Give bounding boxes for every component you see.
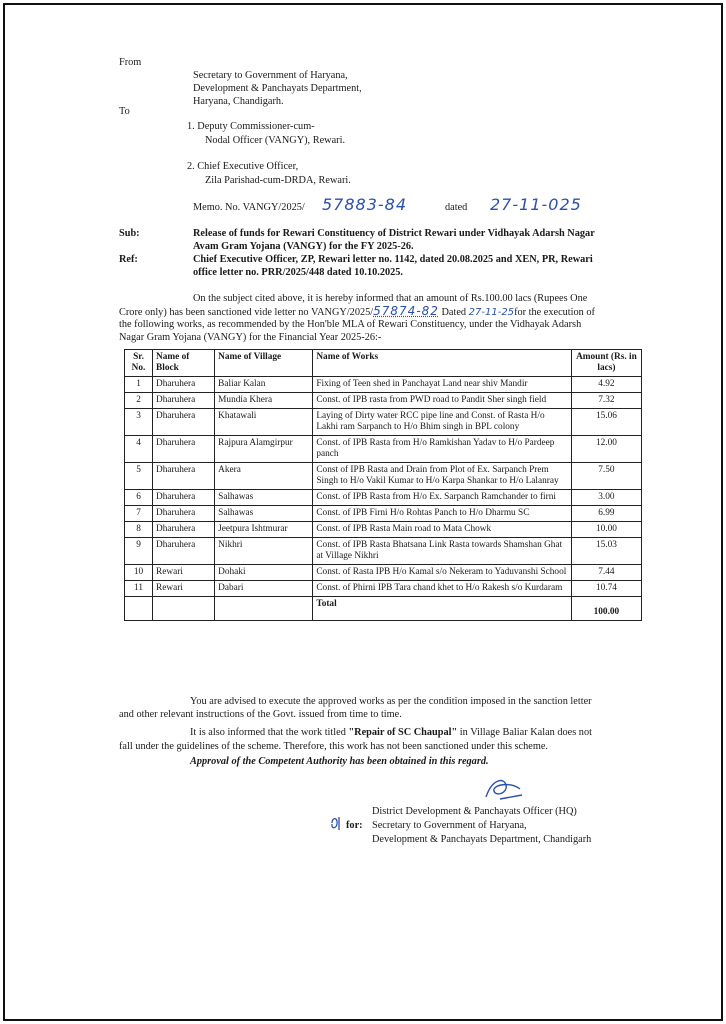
- works-table-body: [125, 377, 642, 597]
- table-row: [125, 522, 642, 538]
- cell-work: Const. of IPB Rasta Bhatsana Link Rasta towards Shamshan Ghat at Village Nikhri: [313, 538, 572, 565]
- cell-sr: 3: [125, 409, 153, 436]
- cell-amount: 12.00: [571, 436, 641, 463]
- cell-village: Baliar Kalan: [215, 377, 313, 393]
- cell-village: Jeetpura Ishtmurar: [215, 522, 313, 538]
- cell-work: Const of IPB Rasta and Drain from Plot of Ex. Sarpanch Prem Singh to H/o Vakil Kumar to H/o Karpa Shankar to H/o Lalanray: [313, 463, 572, 490]
- signature-line-1: District Development & Panchayats Officer (HQ): [372, 806, 577, 817]
- cell-amount: 7.32: [571, 393, 641, 409]
- cell-block: Rewari: [153, 581, 215, 597]
- closing-p1-line-2: and other relevant instructions of the Govt. issued from time to time.: [119, 709, 402, 720]
- table-row: [125, 506, 642, 522]
- cell-village: Dohaki: [215, 565, 313, 581]
- initial-mark: [330, 815, 344, 833]
- total-empty-1: [125, 597, 153, 621]
- table-row: [125, 490, 642, 506]
- to-1-line-2: Nodal Officer (VANGY), Rewari.: [205, 135, 346, 146]
- sanction-letter-handwritten: 57874-82: [373, 304, 439, 318]
- cell-amount: 3.00: [571, 490, 641, 506]
- header-sr: Sr. No.: [125, 350, 153, 377]
- cell-village: Dabari: [215, 581, 313, 597]
- header-village: Name of Village: [215, 350, 313, 377]
- sanction-date-handwritten: 27-11-25: [468, 307, 515, 318]
- closing-p2-a: It is also informed that the work titled: [190, 727, 349, 738]
- sub-text-2: Avam Gram Yojana (VANGY) for the FY 2025-26.: [193, 241, 414, 252]
- signature-line-3: Development & Panchayats Department, Chandigarh: [372, 834, 592, 845]
- ref-text-2: office letter no. PRR/2025/448 dated 10.10.2025.: [193, 267, 404, 278]
- cell-block: Dharuhera: [153, 463, 215, 490]
- header-block: Name of Block: [153, 350, 215, 377]
- to-2-line-2: Zila Parishad-cum-DRDA, Rewari.: [205, 175, 351, 186]
- table-row: [125, 409, 642, 436]
- from-line-2: Development & Panchayats Department,: [193, 83, 362, 94]
- cell-amount: 6.99: [571, 506, 641, 522]
- cell-block: Dharuhera: [153, 538, 215, 565]
- from-line-1: Secretary to Government of Haryana,: [193, 70, 348, 81]
- cell-work: Const. of IPB Firni H/o Rohtas Panch to H/o Dharmu SC: [313, 506, 572, 522]
- cell-work: Const. of IPB Rasta from H/o Ramkishan Yadav to H/o Pardeep panch: [313, 436, 572, 463]
- cell-amount: 15.03: [571, 538, 641, 565]
- intro-line-2-c: for the execution of: [514, 307, 595, 318]
- table-row: [125, 565, 642, 581]
- to-2-line-1: 2. Chief Executive Officer,: [187, 161, 299, 172]
- cell-village: Akera: [215, 463, 313, 490]
- to-1-line-1: 1. Deputy Commissioner-cum-: [187, 121, 315, 132]
- header-works: Name of Works: [313, 350, 572, 377]
- from-label: From: [119, 57, 142, 68]
- ref-label: Ref:: [119, 254, 138, 265]
- closing-p2-bold: "Repair of SC Chaupal": [348, 727, 458, 738]
- cell-block: Rewari: [153, 565, 215, 581]
- dated-label: dated: [445, 202, 468, 213]
- cell-sr: 5: [125, 463, 153, 490]
- intro-line-4: Nagar Gram Yojana (VANGY) for the Financial Year 2025-26:-: [119, 332, 382, 343]
- cell-sr: 1: [125, 377, 153, 393]
- closing-p2-line-1: [190, 726, 592, 739]
- cell-work: Const. of Phirni IPB Tara chand khet to H/o Rakesh s/o Kurdaram: [313, 581, 572, 597]
- cell-work: Const. of Rasta IPB H/o Kamal s/o Nekeram to Yaduvanshi School: [313, 565, 572, 581]
- cell-block: Dharuhera: [153, 436, 215, 463]
- table-row: [125, 436, 642, 463]
- intro-line-2: [119, 305, 595, 319]
- cell-work: Const. of IPB rasta from PWD road to Pandit Sher singh field: [313, 393, 572, 409]
- cell-village: Khatawali: [215, 409, 313, 436]
- cell-sr: 6: [125, 490, 153, 506]
- cell-village: Salhawas: [215, 506, 313, 522]
- memo-label: Memo. No. VANGY/2025/: [193, 202, 305, 213]
- signature-scribble: [482, 775, 526, 805]
- table-total-row: [125, 597, 642, 621]
- cell-work: Const. of IPB Rasta Main road to Mata Chowk: [313, 522, 572, 538]
- total-empty-3: [215, 597, 313, 621]
- table-row: [125, 377, 642, 393]
- dated-handwritten: 27-11-025: [490, 195, 582, 214]
- memo-number-handwritten: 57883-84: [322, 195, 408, 214]
- header-amount: Amount (Rs. in lacs): [571, 350, 641, 377]
- table-row: [125, 538, 642, 565]
- table-row: [125, 393, 642, 409]
- cell-sr: 7: [125, 506, 153, 522]
- cell-amount: 7.50: [571, 463, 641, 490]
- cell-amount: 15.06: [571, 409, 641, 436]
- cell-sr: 4: [125, 436, 153, 463]
- cell-sr: 8: [125, 522, 153, 538]
- cell-village: Rajpura Alamgirpur: [215, 436, 313, 463]
- cell-sr: 2: [125, 393, 153, 409]
- total-value: 100.00: [571, 597, 641, 621]
- ref-text-1: Chief Executive Officer, ZP, Rewari letter no. 1142, dated 20.08.2025 and XEN, PR, Rewari: [193, 254, 593, 265]
- cell-amount: 7.44: [571, 565, 641, 581]
- to-label: To: [119, 106, 130, 117]
- sub-label: Sub:: [119, 228, 140, 239]
- cell-sr: 9: [125, 538, 153, 565]
- intro-line-1: On the subject cited above, it is hereby informed that an amount of Rs.100.00 lacs (Rupees One: [193, 293, 588, 304]
- cell-block: Dharuhera: [153, 522, 215, 538]
- closing-p2-line-2: fall under the guidelines of the scheme. Therefore, this work has not been sanctioned under this scheme.: [119, 741, 548, 752]
- signature-line-2: Secretary to Government of Haryana,: [372, 820, 527, 831]
- cell-amount: 4.92: [571, 377, 641, 393]
- cell-sr: 10: [125, 565, 153, 581]
- works-table: [124, 349, 642, 621]
- cell-village: Nikhri: [215, 538, 313, 565]
- cell-work: Fixing of Teen shed in Panchayat Land near shiv Mandir: [313, 377, 572, 393]
- cell-village: Salhawas: [215, 490, 313, 506]
- cell-block: Dharuhera: [153, 393, 215, 409]
- cell-block: Dharuhera: [153, 506, 215, 522]
- table-header-row: [125, 350, 642, 377]
- cell-work: Laying of Dirty water RCC pipe line and Const. of Rasta H/o Lakhi ram Sarpanch to H/o Bhim singh in BPL colony: [313, 409, 572, 436]
- cell-block: Dharuhera: [153, 409, 215, 436]
- total-empty-2: [153, 597, 215, 621]
- cell-block: Dharuhera: [153, 377, 215, 393]
- from-line-3: Haryana, Chandigarh.: [193, 96, 284, 107]
- closing-p2-b: in Village Baliar Kalan does not: [457, 727, 592, 738]
- cell-village: Mundia Khera: [215, 393, 313, 409]
- cell-sr: 11: [125, 581, 153, 597]
- cell-work: Const. of IPB Rasta from H/o Ex. Sarpanch Ramchander to firni: [313, 490, 572, 506]
- intro-line-2-a: Crore only) has been sanctioned vide letter no VANGY/2025/: [119, 307, 374, 318]
- cell-amount: 10.00: [571, 522, 641, 538]
- approval-statement: Approval of the Competent Authority has been obtained in this regard.: [190, 756, 489, 767]
- closing-p1-line-1: You are advised to execute the approved works as per the condition imposed in the sanction letter: [190, 696, 592, 707]
- table-row: [125, 581, 642, 597]
- cell-amount: 10.74: [571, 581, 641, 597]
- intro-line-3: the following works, as recommended by the Hon'ble MLA of Rewari Constituency, under the Vidhayak Adarsh: [119, 319, 582, 330]
- for-label: for:: [346, 820, 363, 831]
- total-label: Total: [313, 597, 572, 621]
- sub-text-1: Release of funds for Rewari Constituency of District Rewari under Vidhayak Adarsh Nagar: [193, 228, 595, 239]
- cell-block: Dharuhera: [153, 490, 215, 506]
- intro-line-2-b: Dated: [441, 307, 467, 318]
- table-row: [125, 463, 642, 490]
